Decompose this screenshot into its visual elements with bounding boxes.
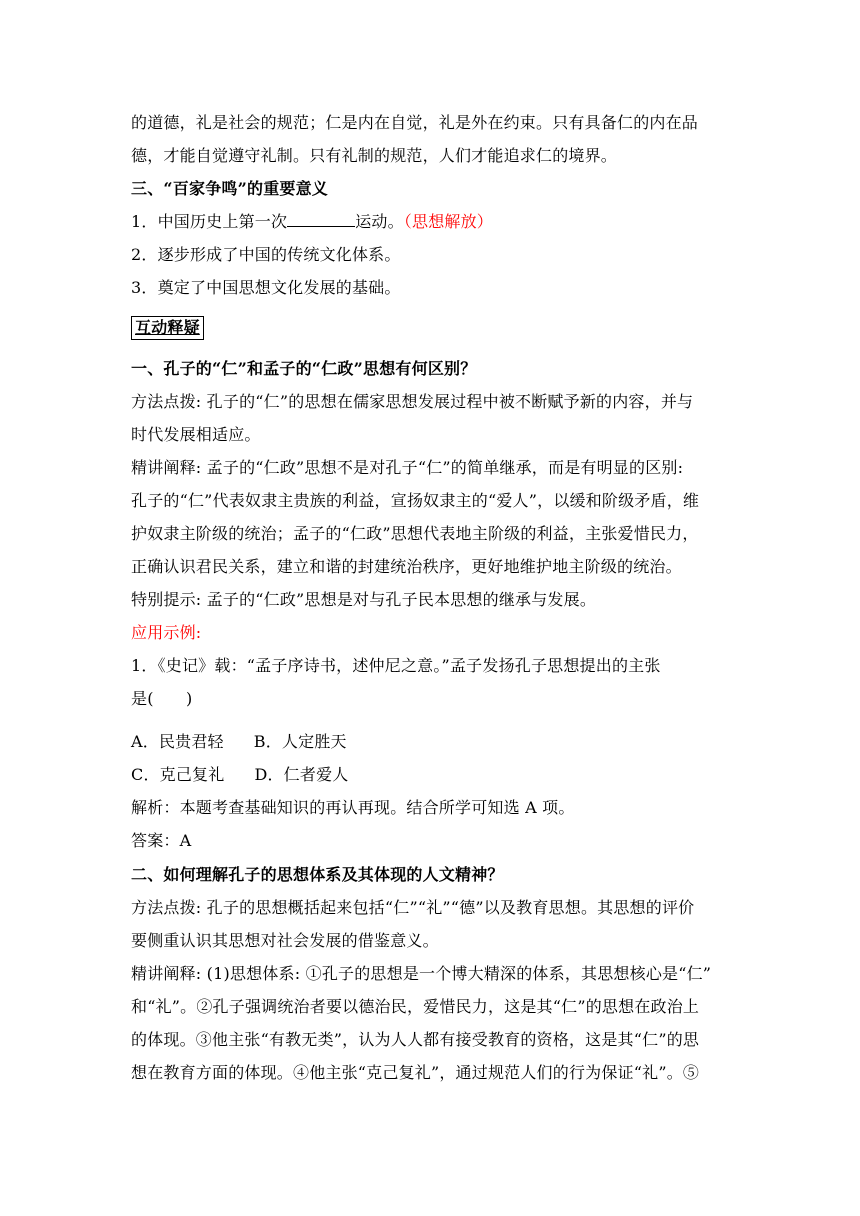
question-stem: 1．《史记》载：“孟子序诗书，述仲尼之意。”孟子发扬孔子思想提出的主张 — [131, 656, 661, 675]
option-b: B．人定胜天 — [253, 732, 347, 751]
analysis-line: 解析：本题考查基础知识的再认再现。结合所学可知选 A 项。 — [131, 798, 575, 817]
list-item-3: 3．奠定了中国思想文化发展的基础。 — [131, 278, 401, 297]
paragraph-line: 的体现。③他主张“有教无类”，认为人人都有接受教育的资格，这是其“仁”的思 — [131, 1030, 700, 1049]
options-row — [131, 764, 731, 786]
question-heading-2: 二、如何理解孔子的思想体系及其体现的人文精神？ — [131, 865, 504, 884]
paragraph-line: 方法点拨: 孔子的思想概括起来包括“仁”“礼”“德”以及教育思想。其思想的评价 — [131, 898, 695, 917]
list-item-text: 1．中国历史上第一次 — [131, 212, 288, 231]
paragraph-line: 护奴隶主阶级的统治；孟子的“仁政”思想代表地主阶级的利益，主张爱惜民力， — [131, 524, 699, 543]
paragraph-line: 和“礼”。②孔子强调统治者要以德治民，爱惜民力，这是其“仁”的思想在政治上 — [131, 997, 700, 1016]
answer-line: 答案：A — [131, 831, 192, 850]
fill-blank — [287, 211, 355, 227]
list-item-text: 运动。 — [355, 212, 404, 231]
question-heading-1: 一、孔子的“仁”和孟子的“仁政”思想有何区别？ — [131, 359, 477, 378]
paragraph-line: 的道德，礼是社会的规范；仁是内在自觉，礼是外在约束。只有具备仁的内在品 — [131, 113, 699, 132]
option-a: A．民贵君轻 — [131, 732, 224, 751]
section-heading-3: 三、“百家争鸣”的重要意义 — [131, 179, 329, 198]
list-item-1 — [131, 211, 731, 233]
options-row — [131, 731, 731, 753]
paragraph-line: 孔子的“仁”代表奴隶主贵族的利益，宣扬奴隶主的“爱人”，以缓和阶级矛盾，维 — [131, 491, 700, 510]
option-d: D．仁者爱人 — [254, 765, 349, 784]
paragraph-line: 要侧重认识其思想对社会发展的借鉴意义。 — [131, 931, 439, 950]
question-stem: 是( ) — [131, 689, 193, 708]
paragraph-line: 精讲阐释: 孟子的“仁政”思想不是对孔子“仁”的简单继承，而是有明显的区别: — [131, 458, 684, 477]
paragraph-line: 时代发展相适应。 — [131, 425, 261, 444]
paragraph-line: 方法点拨: 孔子的“仁”的思想在儒家思想发展过程中被不断赋予新的内容，并与 — [131, 392, 694, 411]
section-label-boxed — [131, 316, 731, 340]
list-item-2: 2．逐步形成了中国的传统文化体系。 — [131, 245, 401, 264]
paragraph-line: 正确认识君民关系，建立和谐的封建统治秩序，更好地维护地主阶级的统治。 — [131, 557, 682, 576]
example-label: 应用示例: — [131, 623, 202, 642]
answer-text: （思想解放） — [403, 212, 493, 231]
option-c: C．克己复礼 — [131, 765, 225, 784]
paragraph-line: 想在教育方面的体现。④他主张“克己复礼”，通过规范人们的行为保证“礼”。⑤ — [131, 1063, 700, 1082]
paragraph-line: 德，才能自觉遵守礼制。只有礼制的规范，人们才能追求仁的境界。 — [131, 146, 618, 165]
paragraph-line: 特别提示: 孟子的“仁政”思想是对与孔子民本思想的继承与发展。 — [131, 590, 597, 609]
paragraph-line: 精讲阐释: (1)思想体系: ①孔子的思想是一个博大精深的体系，其思想核心是“仁” — [131, 964, 712, 983]
boxed-heading: 互动释疑 — [131, 316, 204, 340]
